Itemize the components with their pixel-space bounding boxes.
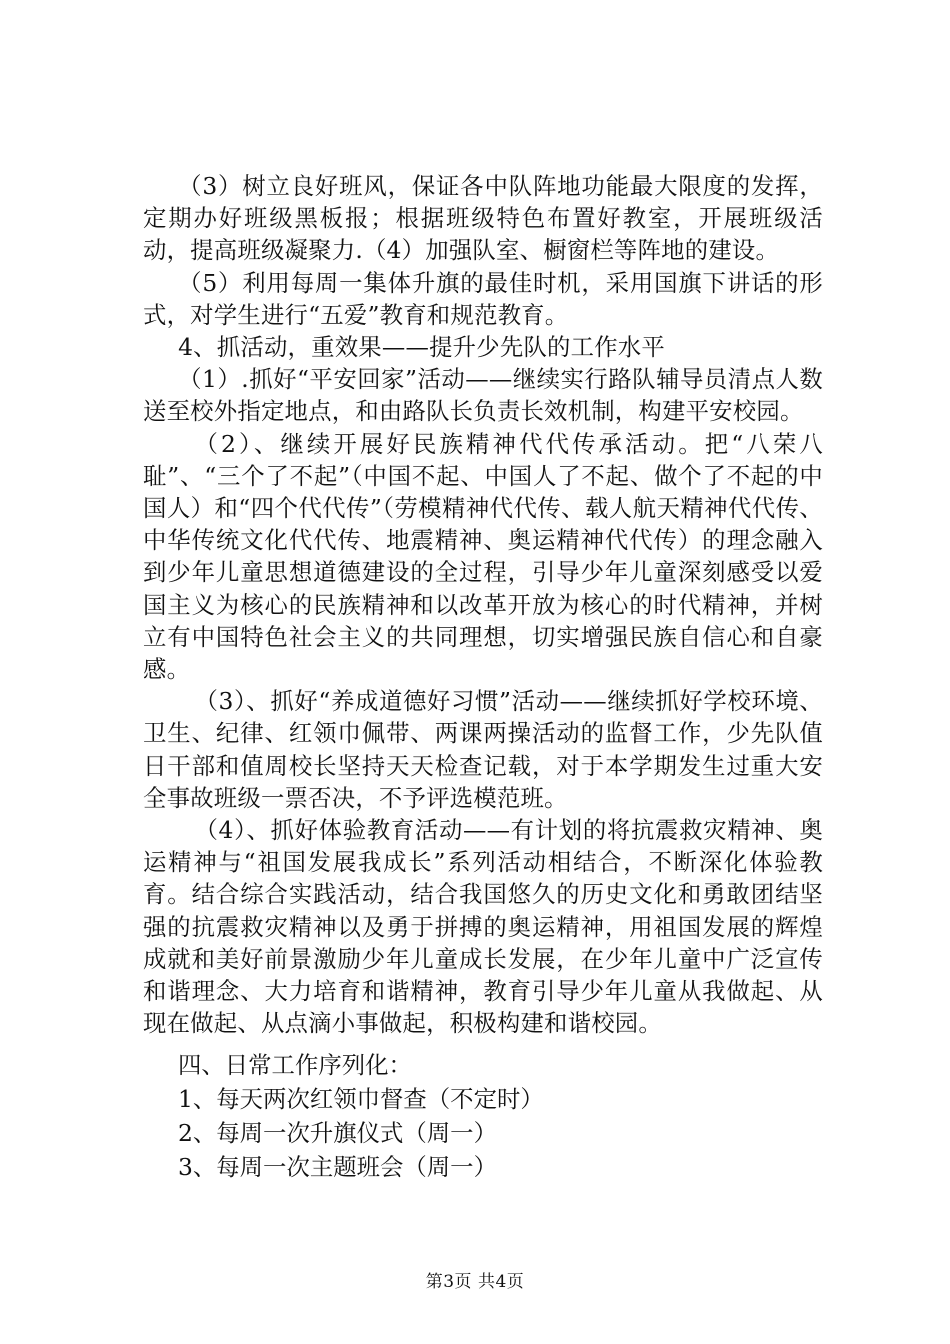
- list-item: 2、每周一次升旗仪式（周一）: [178, 1119, 497, 1147]
- list-item: 3、每周一次主题班会（周一）: [178, 1153, 497, 1181]
- paragraph-minzu-jingshen: （2）、继续开展好民族精神代代传承活动。把“八荣八耻”、“三个了不起”（中国不起、中国人了不起、做个了不起的中国人）和“四个代代传”（劳模精神代代传、载人航天精神代代传、中华传统文化代代传、地震精神、奥运精神代代传）的理念融入到少年儿童思想道德建设的全过程，引导少年儿童深刻感受以爱国主义为核心的民族精神和以改革开放为核心的时代精神，并树立有中国特色社会主义的共同理想，切实增强民族自信心和自豪感。: [143, 429, 823, 684]
- paragraph-pingan-huijia: （1）.抓好“平安回家”活动——继续实行路队辅导员清点人数送至校外指定地点，和由路队长负责长效机制，构建平安校园。: [143, 365, 823, 426]
- list-item: 1、每天两次红领巾督查（不定时）: [178, 1085, 544, 1113]
- section-heading-daily-work: 四、日常工作序列化：: [178, 1051, 412, 1079]
- paragraph-yangcheng-daode: （3）、抓好“养成道德好习惯”活动——继续抓好学校环境、卫生、纪律、红领巾佩带、两课两操活动的监督工作，少先队值日干部和值周校长坚持天天检查记载，对于本学期发生过重大安全事故班级一票否决，不予评选模范班。: [143, 687, 823, 812]
- paragraph-shengqi: （5）利用每周一集体升旗的最佳时机，采用国旗下讲话的形式，对学生进行“五爱”教育和规范教育。: [143, 268, 823, 329]
- daily-work-section: [143, 1048, 823, 1184]
- paragraph-banfeng: （3）树立良好班风，保证各中队阵地功能最大限度的发挥，定期办好班级黑板报；根据班级特色布置好教室，开展班级活动，提高班级凝聚力.（4）加强队室、橱窗栏等阵地的建设。: [143, 172, 823, 265]
- page-footer: 第3页 共4页: [425, 1272, 525, 1292]
- body-text: [143, 170, 823, 1039]
- section-heading-activities: 4、抓活动，重效果——提升少先队的工作水平: [178, 333, 665, 362]
- paragraph-tiyan-jiaoyu: （4）、抓好体验教育活动——有计划的将抗震救灾精神、奥运精神与“祖国发展我成长”系列活动相结合，不断深化体验教育。结合综合实践活动，结合我国悠久的历史文化和勇敢团结坚强的抗震救灾精神以及勇于拼搏的奥运精神，用祖国发展的辉煌成就和美好前景激励少年儿童成长发展，在少年儿童中广泛宣传和谐理念、大力培育和谐精神，教育引导少年儿童从我做起、从现在做起、从点滴小事做起，积极构建和谐校园。: [143, 816, 823, 1038]
